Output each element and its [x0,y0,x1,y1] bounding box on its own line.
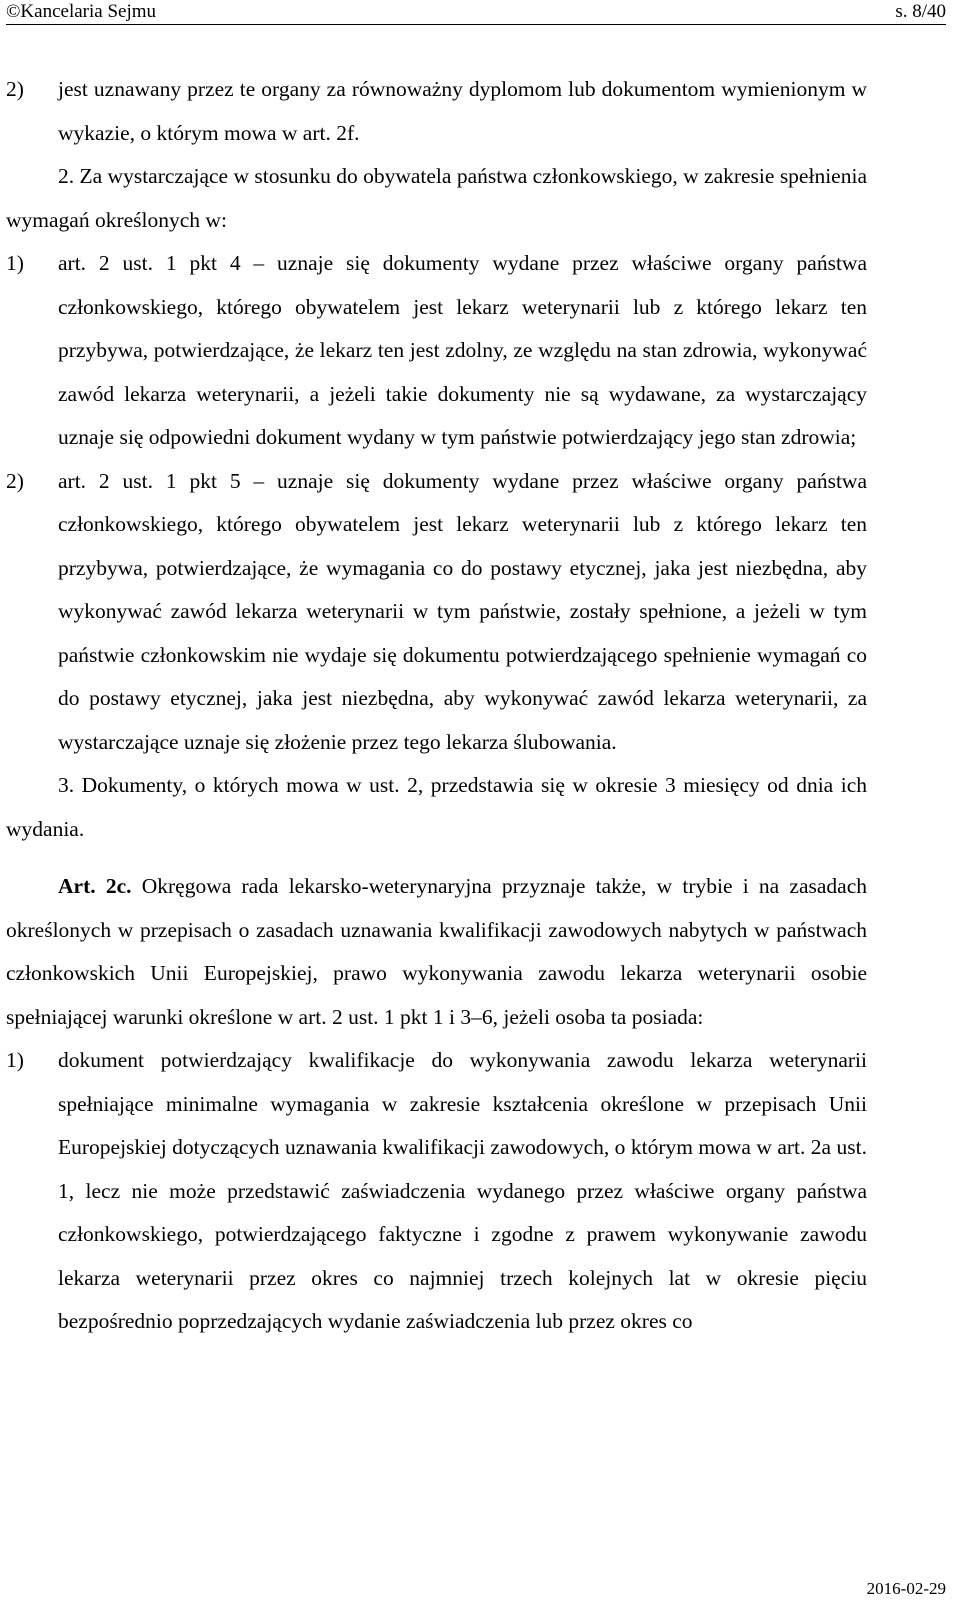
spacer [6,851,867,865]
list-item-text: art. 2 ust. 1 pkt 4 – uznaje się dokumenty wydane przez właściwe organy państwa członkowskiego, którego obywatelem jest lekarz weterynarii lub z którego lekarz ten przybywa, potwierdzające, że lekarz ten jest zdolny, ze względu na stan zdrowia, wykonywać zawód lekarza weterynarii, a jeżeli takie dokumenty nie są wydawane, za wystarczający uznaje się odpowiedni dokument wydany w tym państwie potwierdzający jego stan zdrowia; [58,251,867,449]
list-item [6,1039,867,1344]
article-text: Okręgowa rada lekarsko-weterynaryjna przyznaje także, w trybie i na zasadach określonych w przepisach o zasadach uznawania kwalifikacji zawodowych nabytych w państwach członkowskich Unii Europejskiej, prawo wykonywania zawodu lekarza weterynarii osobie spełniającej warunki określone w art. 2 ust. 1 pkt 1 i 3–6, jeżeli osoba ta posiada: [6,874,867,1029]
list-item [6,68,867,155]
page-number: s. 8/40 [895,1,946,22]
paragraph-2: 2. Za wystarczające w stosunku do obywatela państwa członkowskiego, w zakresie spełnienia wymagań określonych w: [6,164,867,232]
list-item-number: 2) [6,468,24,493]
list-item-text: art. 2 ust. 1 pkt 5 – uznaje się dokumenty wydane przez właściwe organy państwa członkowskiego, którego obywatelem jest lekarz weterynarii lub z którego lekarz ten przybywa, potwierdzające, że wymagania co do postawy etycznej, jaka jest niezbędna, aby wykonywać zawód lekarza weterynarii w tym państwie, zostały spełnione, a jeżeli w tym państwie członkowskim nie wydaje się dokumentu potwierdzającego spełnienie wymagań co do postawy etycznej, jaka jest niezbędna, aby wykonywać zawód lekarza weterynarii, za wystarczające uznaje się złożenie przez tego lekarza ślubowania. [58,468,867,754]
list-item-number: 1) [6,1048,24,1072]
article-2c [6,865,867,1039]
list-item-number: 1) [6,251,24,275]
copyright-label: ©Kancelaria Sejmu [6,1,157,22]
document-body [6,68,867,1344]
footer-date: 2016-02-29 [866,1579,946,1598]
list-item [6,460,867,765]
paragraph-3: 3. Dokumenty, o których mowa w ust. 2, przedstawia się w okresie 3 miesięcy od dnia ich wydania. [6,773,867,841]
list-item-text: dokument potwierdzający kwalifikacje do wykonywania zawodu lekarza weterynarii spełniające minimalne wymagania w zakresie kształcenia określone w przepisach Unii Europejskiej dotyczących uznawania kwalifikacji zawodowych, o którym mowa w art. 2a ust. 1, lecz nie może przedstawić zaświadczenia wydanego przez właściwe organy państwa członkowskiego, potwierdzającego faktyczne i zgodne z prawem wykonywanie zawodu lekarza weterynarii przez okres co najmniej trzech kolejnych lat w okresie pięciu bezpośrednio poprzedzających wydanie zaświadczenia lub przez okres co [58,1048,867,1333]
page-header [6,0,946,24]
header-divider [6,24,946,25]
article-label: Art. 2c. [58,874,132,898]
list-item [6,242,867,460]
list-item-number: 2) [6,77,24,101]
list-item-text: jest uznawany przez te organy za równoważny dyplomom lub dokumentom wymienionym w wykazie, o którym mowa w art. 2f. [58,77,867,145]
